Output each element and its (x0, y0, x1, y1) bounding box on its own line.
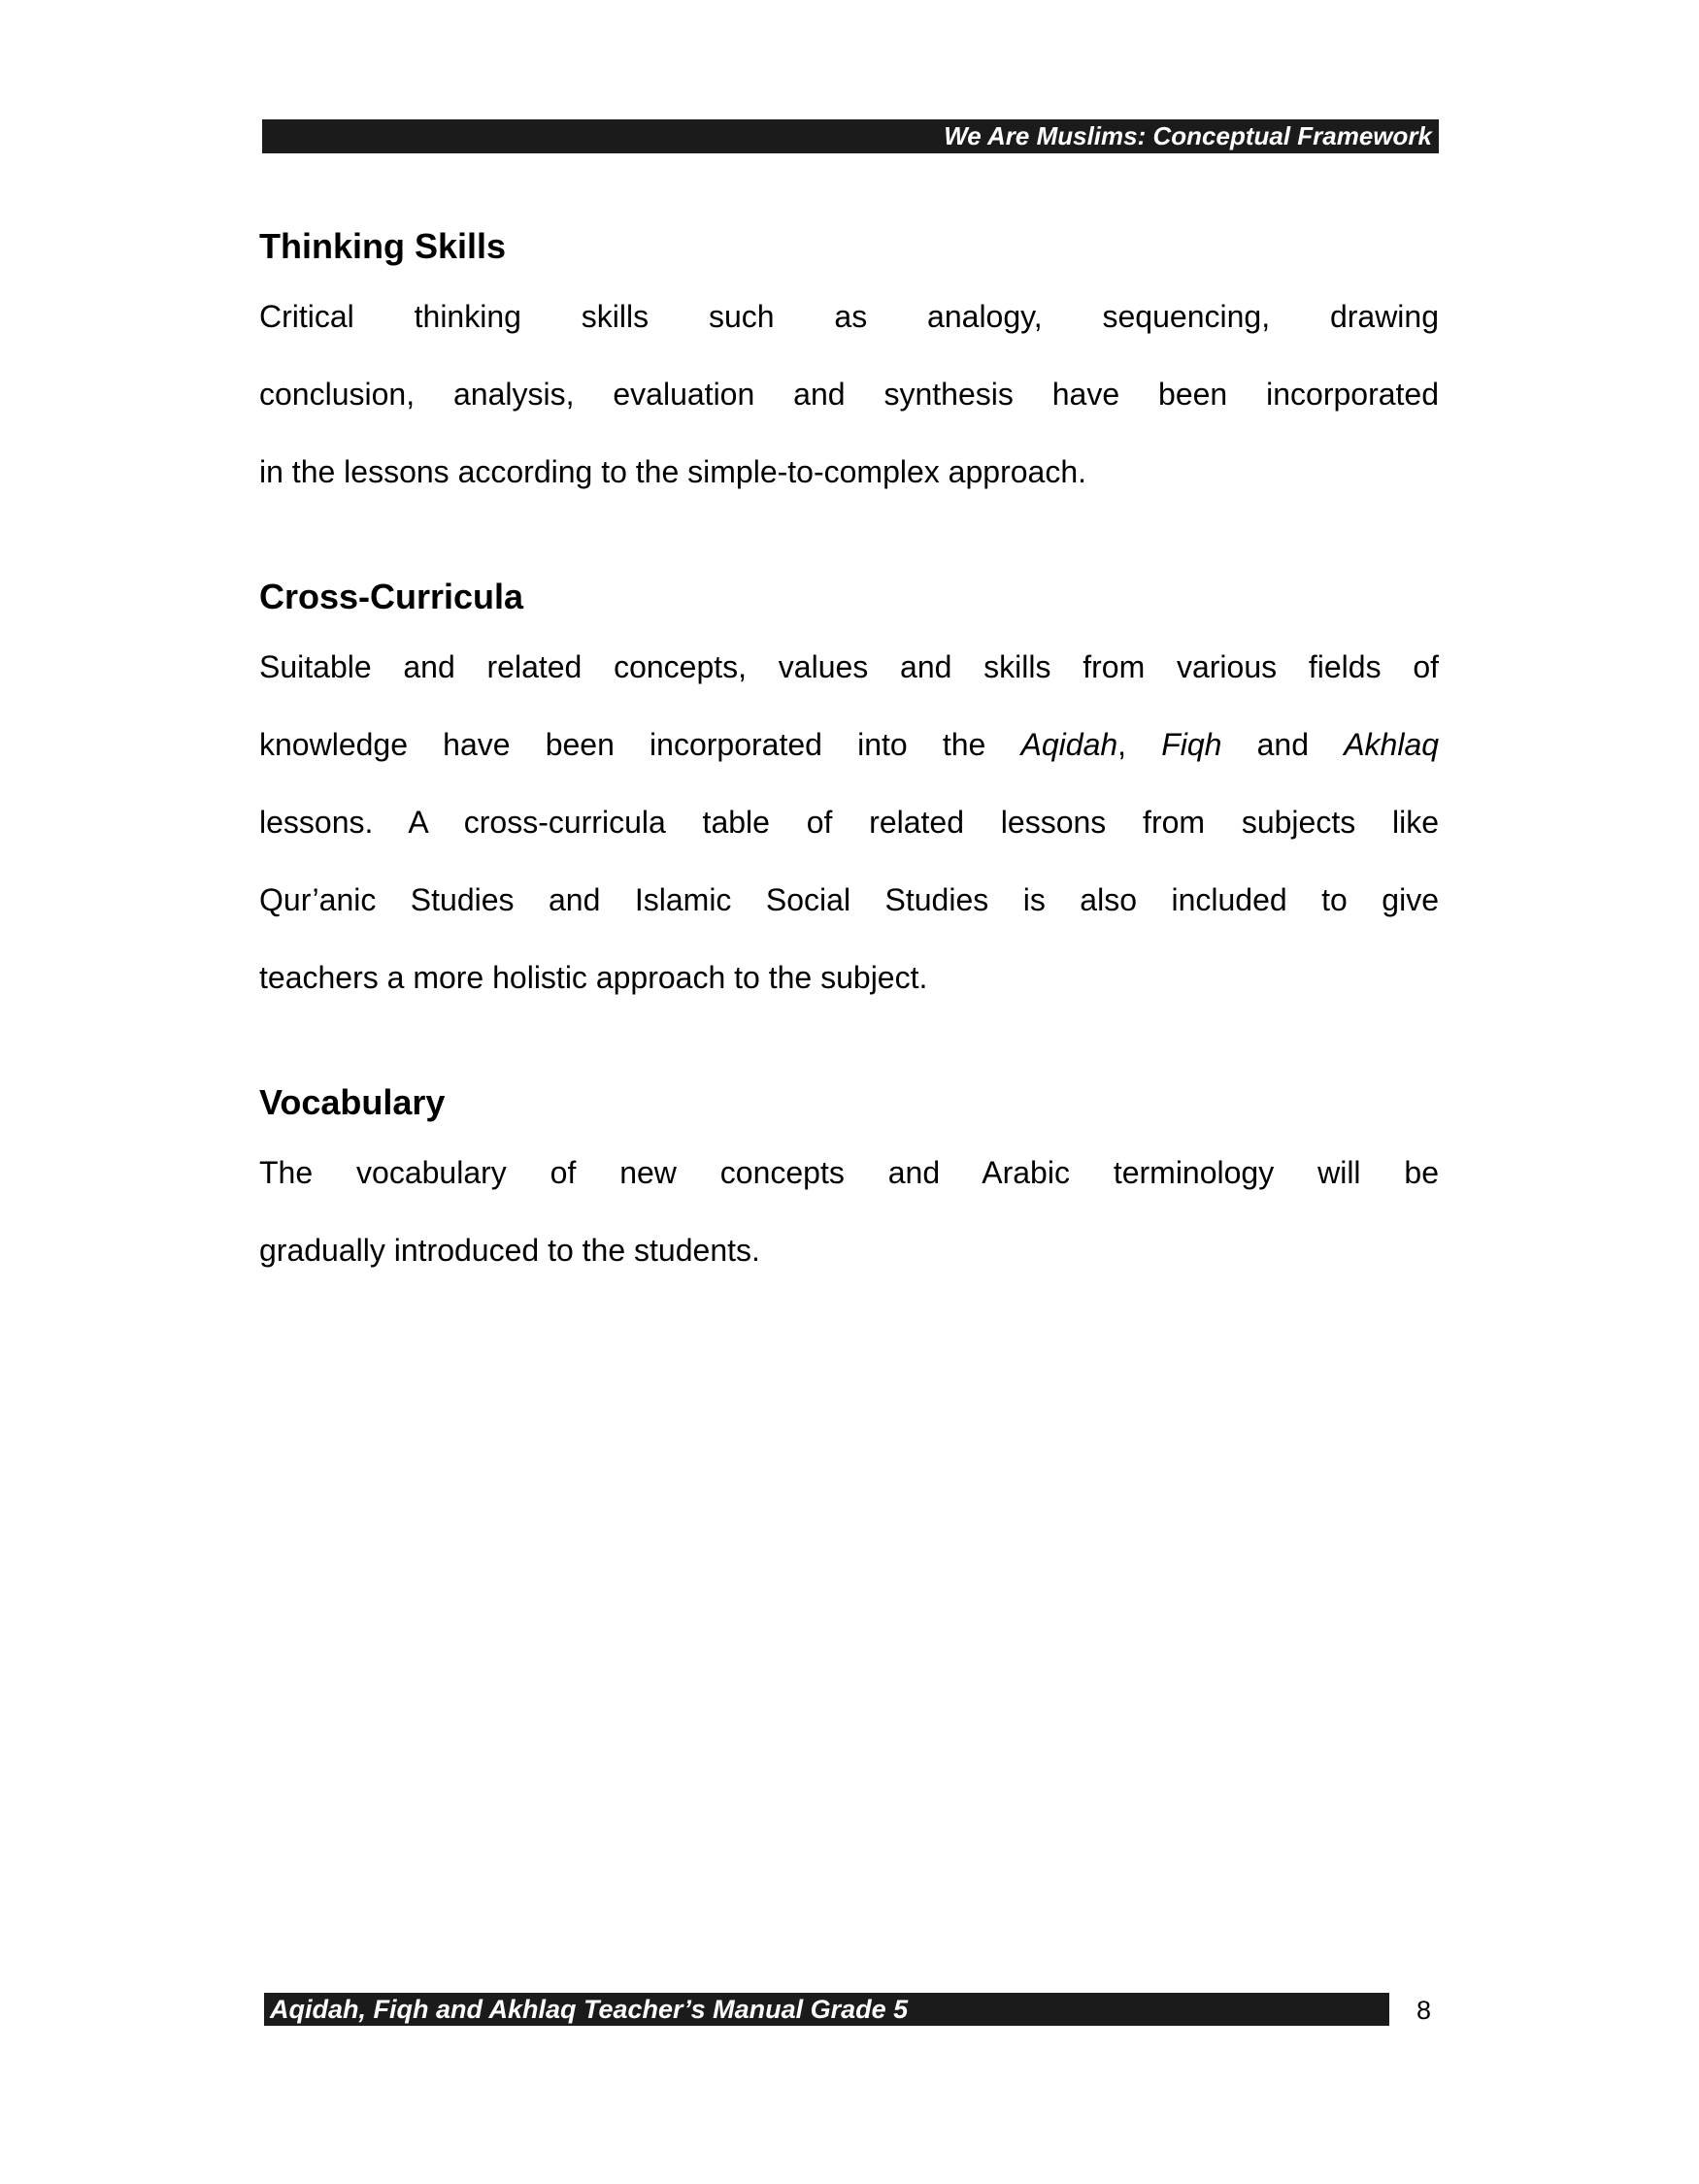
page-number: 8 (1416, 1996, 1432, 2025)
text-run: The vocabulary of new concepts and Arabic terminology will be (259, 1155, 1439, 1190)
section (259, 1079, 1439, 1289)
text-line (259, 783, 1439, 861)
text-line (259, 939, 1439, 1016)
text-line (259, 861, 1439, 939)
section-heading: Cross-Curricula (259, 577, 524, 616)
footer-bar (264, 1993, 1389, 2026)
header-bar (262, 119, 1439, 153)
text-run: , (1117, 727, 1162, 762)
text-run: teachers a more holistic approach to the subject. (259, 960, 928, 995)
italic-text-run: Akhlaq (1344, 727, 1440, 762)
text-run: conclusion, analysis, evaluation and synthesis have been incorporated (259, 377, 1439, 412)
text-run: Qur’anic Studies and Islamic Social Studies is also included to give (259, 882, 1439, 917)
text-line (259, 355, 1439, 433)
section-heading: Vocabulary (259, 1082, 446, 1122)
paragraph (259, 628, 1439, 1016)
text-run: and (1221, 727, 1345, 762)
section-heading: Thinking Skills (259, 226, 507, 266)
text-line (259, 628, 1439, 706)
paragraph (259, 278, 1439, 511)
text-run: knowledge have been incorporated into the (259, 727, 1021, 762)
paragraph (259, 1134, 1439, 1289)
text-line (259, 278, 1439, 355)
italic-text-run: Aqidah (1020, 727, 1118, 762)
text-line (259, 706, 1439, 783)
text-run: in the lessons according to the simple-to-complex approach. (259, 454, 1086, 489)
text-line (259, 1134, 1439, 1211)
footer-title: Aqidah, Fiqh and Akhlaq Teacher’s Manual Grade 5 (270, 1995, 909, 2024)
header-title: We Are Muslims: Conceptual Framework (944, 121, 1432, 150)
text-line (259, 433, 1439, 511)
text-run: Critical thinking skills such as analogy, sequencing, drawing (259, 299, 1439, 334)
text-line (259, 1211, 1439, 1289)
text-run: lessons. A cross-curricula table of related lessons from subjects like (259, 805, 1439, 840)
document-sections (259, 223, 1439, 1289)
section (259, 223, 1439, 511)
italic-text-run: Fiqh (1161, 727, 1222, 762)
text-run: gradually introduced to the students. (259, 1233, 760, 1268)
section (259, 574, 1439, 1016)
text-run: Suitable and related concepts, values and skills from various fields of (259, 649, 1439, 684)
